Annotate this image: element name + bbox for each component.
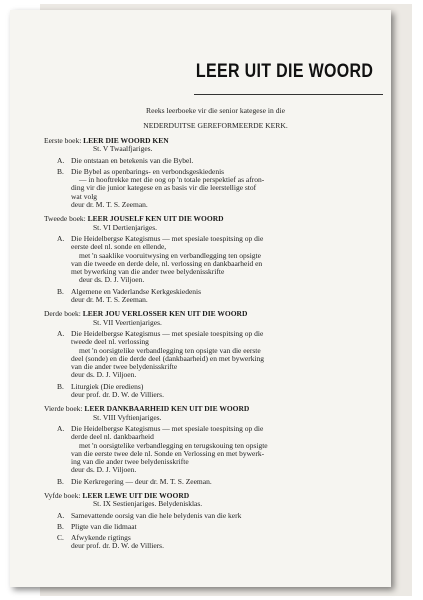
book-entry bbox=[44, 137, 377, 209]
item-letter: C. bbox=[57, 533, 64, 543]
book-level: St. VIII Vyftienjariges. bbox=[93, 412, 162, 422]
item-text bbox=[71, 478, 377, 486]
book-item bbox=[44, 523, 377, 531]
item-line: deur dr. M. T. S. Zeeman. bbox=[71, 200, 148, 210]
item-letter: B. bbox=[57, 286, 64, 296]
book-title: LEER DANKBAARHEID KEN UIT DIE WOORD bbox=[84, 404, 250, 414]
item-line: Algemene en Vaderlandse Kerkgeskiedenis bbox=[71, 286, 202, 296]
item-letter: B. bbox=[57, 476, 64, 486]
item-text bbox=[71, 512, 377, 520]
item-line: Afwykende rigtings bbox=[71, 533, 131, 543]
book-entry bbox=[44, 405, 377, 486]
item-line: Liturgiek (Die erediens) bbox=[71, 381, 144, 391]
item-text bbox=[71, 157, 377, 165]
item-text bbox=[71, 523, 377, 531]
item-line: Die Heidelbergse Kategismus — met spesiale toespitsing op die bbox=[71, 423, 264, 433]
item-line: deur ds. D. J. Viljoen. bbox=[79, 275, 145, 285]
item-line: van die eerste twee dele nl. Sonde en Verlossing en met bywerk- bbox=[71, 448, 265, 458]
item-line: deel (sonde) en die derde deel (dankbaarheid) en met bywerking bbox=[71, 353, 265, 363]
item-letter: A. bbox=[57, 233, 65, 243]
item-line: tweede deel nl. verlossing bbox=[71, 337, 149, 347]
book-label: Eerste boek: bbox=[44, 136, 82, 145]
page-title: LEER UIT DIE WOORD bbox=[195, 60, 373, 82]
book-item bbox=[44, 534, 377, 551]
title-rule bbox=[194, 94, 383, 95]
book-item bbox=[44, 168, 377, 209]
item-line: Die ontstaan en betekenis van die Bybel. bbox=[71, 155, 194, 165]
book-level: St. VI Dertienjariges. bbox=[93, 222, 158, 232]
book-title: LEER JOU VERLOSSER KEN UIT DIE WOORD bbox=[82, 309, 248, 319]
book-entry bbox=[44, 492, 377, 551]
book-label: Vierde boek: bbox=[44, 404, 83, 414]
item-text bbox=[71, 534, 377, 551]
book-title: LEER DIE WOORD KEN bbox=[83, 136, 169, 145]
item-line: wat volg bbox=[71, 191, 98, 201]
item-line: deur ds. D. J. Viljoen. bbox=[71, 465, 137, 475]
book-level: St. VII Veertienjariges. bbox=[93, 317, 162, 327]
item-line: Die Kerkregering — deur dr. M. T. S. Zeeman. bbox=[71, 476, 212, 486]
item-line: deur ds. D. J. Viljoen. bbox=[71, 370, 137, 380]
book-item bbox=[44, 478, 377, 486]
book-item bbox=[44, 512, 377, 520]
item-line: van die tweede en derde dele, nl. verlossing en dankbaarheid en bbox=[71, 258, 263, 268]
book-title: LEER LEWE UIT DIE WOORD bbox=[82, 490, 190, 500]
book-label: Tweede boek: bbox=[44, 214, 86, 224]
item-text bbox=[71, 235, 377, 285]
book-entry bbox=[44, 310, 377, 399]
item-line: met bywerking van die ander twee belydenisskrifte bbox=[71, 267, 225, 277]
item-line: Die Heidelbergse Kategismus — met spesiale toespitsing op die bbox=[71, 233, 264, 243]
item-line: ding vir die junior kategese en as basis vir die leerstellige stof bbox=[71, 183, 257, 193]
book-title: LEER JOUSELF KEN UIT DIE WOORD bbox=[87, 214, 224, 224]
item-letter: A. bbox=[57, 510, 65, 520]
book-item bbox=[44, 288, 377, 305]
series-description: Reeks leerboeke vir die senior kategese in die bbox=[146, 106, 285, 115]
book-entry bbox=[44, 215, 377, 304]
item-letter: B. bbox=[57, 381, 64, 391]
item-letter: A. bbox=[57, 423, 65, 433]
item-text bbox=[71, 425, 377, 475]
item-text bbox=[71, 288, 377, 305]
item-line: deur dr. M. T. S. Zeeman. bbox=[71, 295, 148, 305]
item-line: Pligte van die lidmaat bbox=[71, 521, 137, 531]
item-letter: B. bbox=[57, 166, 64, 176]
item-line: Die Bybel as openbarings- en verbondsgeskiedenis bbox=[71, 166, 225, 176]
item-line: derde deel nl. dankbaarheid bbox=[71, 432, 154, 442]
book-item bbox=[44, 157, 377, 165]
item-line: — in hooftrekke met die oog op 'n totale perspektief as afron- bbox=[79, 175, 265, 185]
document-page bbox=[10, 10, 391, 587]
book-item bbox=[44, 330, 377, 380]
book-level: St. V Twaalfjariges. bbox=[93, 144, 153, 154]
book-item bbox=[44, 235, 377, 285]
item-line: deur prof. dr. D. W. de Villiers. bbox=[71, 390, 164, 400]
item-letter: A. bbox=[57, 155, 65, 165]
item-line: eerste deel nl. sonde en ellende, bbox=[71, 242, 167, 252]
item-letter: A. bbox=[57, 328, 65, 338]
church-name: NEDERDUITSE GEREFORMEERDE KERK. bbox=[143, 121, 288, 130]
book-list bbox=[44, 137, 377, 557]
book-label: Derde boek: bbox=[44, 309, 81, 319]
book-item bbox=[44, 425, 377, 475]
book-label: Vyfde boek: bbox=[44, 490, 81, 500]
item-letter: B. bbox=[57, 521, 64, 531]
book-level: St. IX Sestienjariges. Belydenisklas. bbox=[93, 499, 203, 509]
item-line: deur prof. dr. D. W. de Villiers. bbox=[71, 541, 164, 551]
item-line: met 'n oorsigtelike verbandlegging ten opsigte van die eerste bbox=[79, 345, 261, 355]
item-line: ing van die ander twee belydenisskrifte bbox=[71, 457, 189, 467]
item-line: met 'n oorsigtelike verbandlegging en terugskouing ten opsigte bbox=[79, 440, 268, 450]
item-line: Die Heidelbergse Kategismus — met spesiale toespitsing op die bbox=[71, 328, 264, 338]
item-line: met 'n saaklike vooruitwysing en verbandlegging ten opsigte bbox=[79, 250, 261, 260]
item-line: van die ander twee belydenisskrifte bbox=[71, 362, 178, 372]
item-text bbox=[71, 168, 377, 209]
item-text bbox=[71, 330, 377, 380]
item-text bbox=[71, 383, 377, 400]
item-line: Samevattende oorsig van die hele belydenis van die kerk bbox=[71, 510, 242, 520]
book-item bbox=[44, 383, 377, 400]
